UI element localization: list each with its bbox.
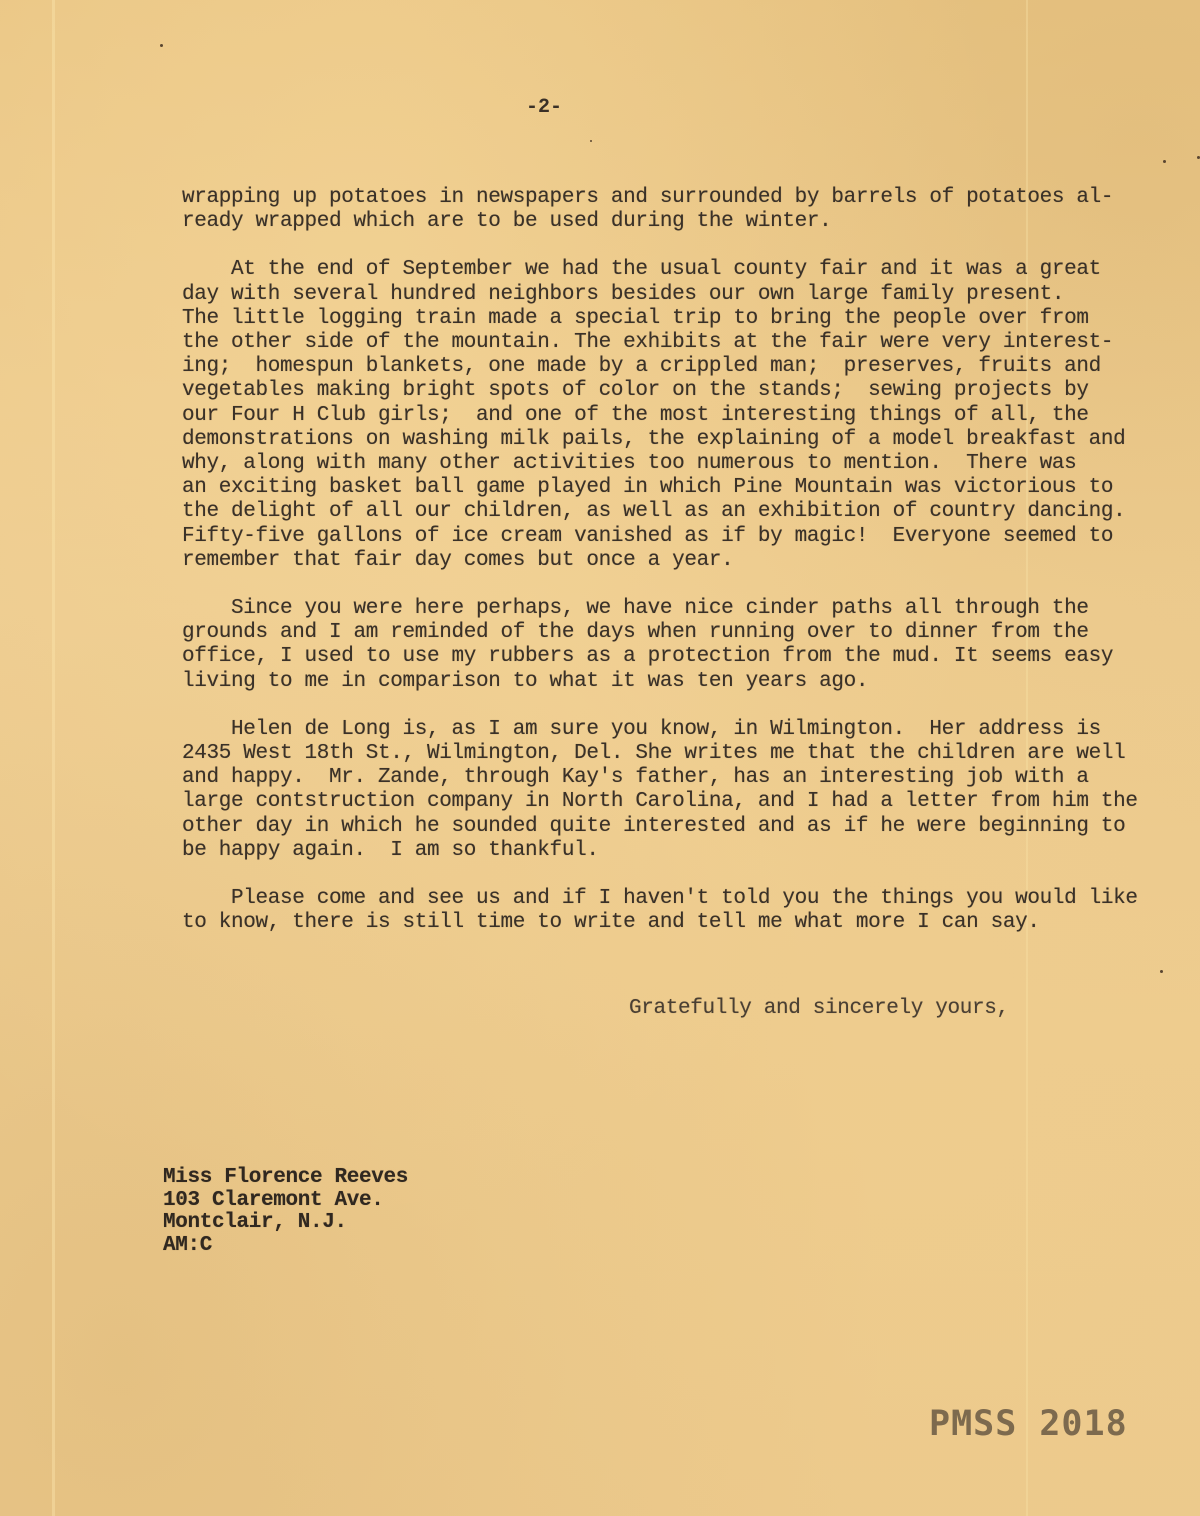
paper-speck xyxy=(160,44,163,47)
text-line: Fifty-five gallons of ice cream vanished as if by magic! Everyone seemed to xyxy=(182,524,1114,548)
page-number: -2- xyxy=(526,96,563,119)
text-line: Since you were here perhaps, we have nice cinder paths all through the xyxy=(182,597,1089,621)
paper-speck xyxy=(1163,160,1166,163)
text-line: living to me in comparison to what it was ten years ago. xyxy=(182,669,869,693)
text-line: 2435 West 18th St., Wilmington, Del. She writes me that the children are well xyxy=(182,742,1126,766)
recipient-city: Montclair, N.J. xyxy=(163,1211,347,1234)
paragraph-cinder-paths xyxy=(182,597,1142,694)
text-line: the other side of the mountain. The exhibits at the fair were very interest- xyxy=(182,331,1114,355)
text-line: the delight of all our children, as well as an exhibition of country dancing. xyxy=(182,500,1126,524)
text-line: remember that fair day comes but once a year. xyxy=(182,548,734,572)
paragraph-county-fair xyxy=(182,258,1142,573)
text-line: to know, there is still time to write and tell me what more I can say. xyxy=(182,911,1040,935)
text-line: vegetables making bright spots of color on the stands; sewing projects by xyxy=(182,379,1089,403)
text-line: be happy again. I am so thankful. xyxy=(182,838,599,862)
paper-speck xyxy=(1160,970,1163,973)
text-line: Helen de Long is, as I am sure you know, in Wilmington. Her address is xyxy=(182,717,1101,741)
text-line: large contstruction company in North Carolina, and I had a letter from him the xyxy=(182,790,1138,814)
text-line: wrapping up potatoes in newspapers and surrounded by barrels of potatoes al- xyxy=(182,186,1114,209)
archive-watermark: PMSS 2018 xyxy=(929,1404,1128,1444)
reference-initials: AM:C xyxy=(163,1233,213,1257)
recipient-street: 103 Claremont Ave. xyxy=(163,1188,384,1212)
text-line: ing; homespun blankets, one made by a crippled man; preserves, fruits and xyxy=(182,355,1101,379)
text-line: and happy. Mr. Zande, through Kay's father, has an interesting job with a xyxy=(182,766,1089,790)
text-line: Please come and see us and if I haven't told you the things you would like xyxy=(182,887,1138,911)
text-line: ready wrapped which are to be used during the winter. xyxy=(182,210,832,234)
text-line: why, along with many other activities too numerous to mention. There was xyxy=(182,452,1077,476)
text-line: At the end of September we had the usual county fair and it was a great xyxy=(182,258,1101,282)
text-line: office, I used to use my rubbers as a protection from the mud. It seems easy xyxy=(182,645,1114,669)
text-line: other day in which he sounded quite interested and as if he were beginning to xyxy=(182,814,1126,838)
letter-body xyxy=(182,186,1142,959)
paper-fold-mark xyxy=(52,0,55,1516)
paragraph-helen-de-long xyxy=(182,718,1142,863)
recipient-name: Miss Florence Reeves xyxy=(163,1166,409,1189)
text-line: The little logging train made a special trip to bring the people over from xyxy=(182,306,1089,330)
closing-salutation: Gratefully and sincerely yours, xyxy=(629,997,1009,1020)
text-line: day with several hundred neighbors besides our own large family present. xyxy=(182,282,1065,306)
paragraph-invitation xyxy=(182,887,1142,935)
text-line: our Four H Club girls; and one of the most interesting things of all, the xyxy=(182,403,1089,427)
paragraph-potatoes xyxy=(182,186,1142,234)
text-line: demonstrations on washing milk pails, the explaining of a model breakfast and xyxy=(182,427,1126,451)
paper-speck xyxy=(590,140,592,142)
text-line: an exciting basket ball game played in which Pine Mountain was victorious to xyxy=(182,476,1114,500)
text-line: grounds and I am reminded of the days when running over to dinner from the xyxy=(182,621,1089,645)
recipient-address-block xyxy=(163,1167,408,1257)
